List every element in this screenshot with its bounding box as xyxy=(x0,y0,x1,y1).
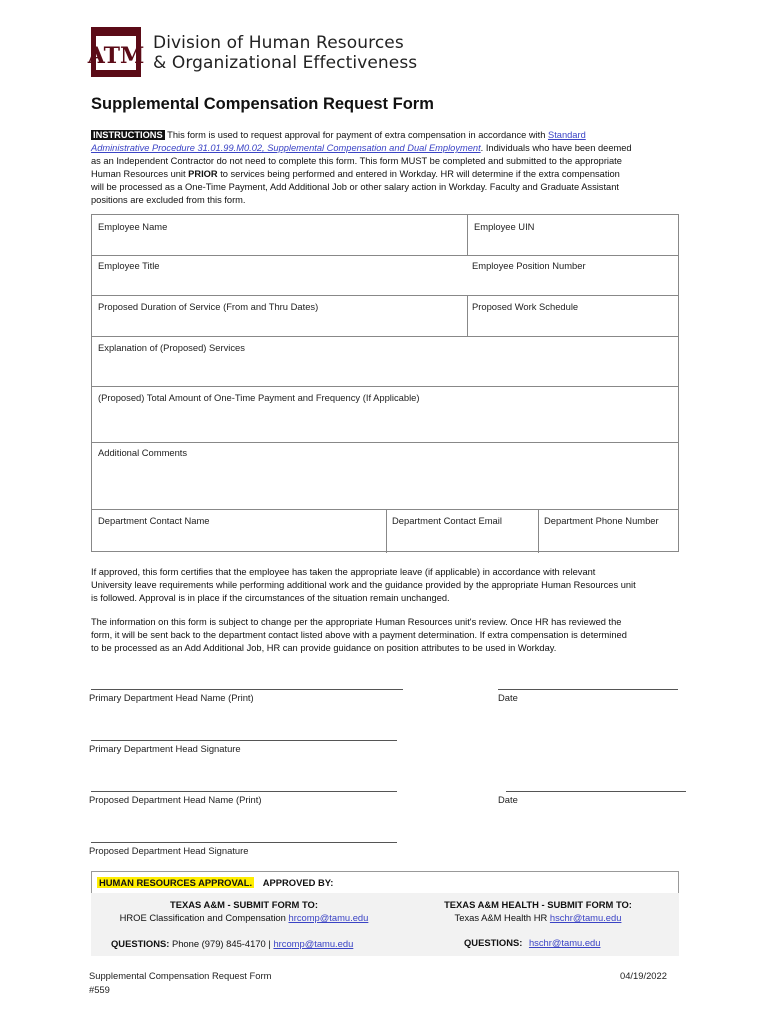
health-dept-name: Texas A&M Health HR xyxy=(454,912,548,923)
footer-form-name: Supplemental Compensation Request Form xyxy=(89,970,272,981)
total-amount-field[interactable]: (Proposed) Total Amount of One-Time Payment and Frequency (If Applicable) xyxy=(98,392,420,403)
hrcomp-questions-link[interactable]: hrcomp@tamu.edu xyxy=(273,938,354,949)
proposed-signature-label: Proposed Department Head Signature xyxy=(89,845,249,856)
primary-signature-line[interactable] xyxy=(91,740,397,741)
paragraph-line: is followed. Approval is in place if the circumstances of the situation remain unchanged. xyxy=(91,593,450,603)
proposed-name-line[interactable] xyxy=(91,791,397,792)
dept-contact-name-field[interactable]: Department Contact Name xyxy=(98,515,210,526)
tamu-submit-line xyxy=(91,912,397,923)
org-name-line-2: & Organizational Effectiveness xyxy=(153,53,418,73)
employee-uin-field[interactable]: Employee UIN xyxy=(474,221,535,232)
tamu-dept-name: HROE Classification and Compensation xyxy=(119,912,286,923)
logo-letters: ATM xyxy=(87,43,145,69)
date-label-1: Date xyxy=(498,692,518,703)
instructions-text: This form is used to request approval for payment of extra compensation in accordance with xyxy=(167,130,549,140)
hr-approval-highlight: HUMAN RESOURCES APPROVAL. xyxy=(99,877,253,888)
dept-contact-email-field[interactable]: Department Contact Email xyxy=(392,515,502,526)
paragraph-line: form, it will be sent back to the department contact listed above with a payment determination. If extra compensation is determined xyxy=(91,630,627,640)
primary-name-label: Primary Department Head Name (Print) xyxy=(89,692,254,703)
date-label-2: Date xyxy=(498,794,518,805)
footer-date: 04/19/2022 xyxy=(620,970,667,981)
questions-label: QUESTIONS: xyxy=(464,937,523,948)
employee-position-number-field[interactable]: Employee Position Number xyxy=(472,260,586,271)
paragraph-line: If approved, this form certifies that the employee has taken the appropriate leave (if applicable) in accordance with relevant xyxy=(91,567,596,577)
request-form-table xyxy=(91,214,679,552)
hrcomp-email-link[interactable]: hrcomp@tamu.edu xyxy=(288,912,369,923)
separator: | xyxy=(268,938,271,949)
explanation-field[interactable]: Explanation of (Proposed) Services xyxy=(98,342,245,353)
tamu-questions-line xyxy=(111,938,353,949)
tamu-phone: Phone (979) 845-4170 xyxy=(171,938,266,949)
proposed-duration-field[interactable]: Proposed Duration of Service (From and Thru Dates) xyxy=(98,301,319,312)
paragraph-line: University leave requirements while performing additional work and the guidance provided by the appropriate Human Resources unit xyxy=(91,580,636,590)
hr-approval-line xyxy=(97,877,333,888)
health-submit-line xyxy=(400,912,676,923)
additional-comments-field[interactable]: Additional Comments xyxy=(98,447,188,458)
paragraph-line: to be processed as an Add Additional Job, HR can provide guidance on position attributes to be used in Workday. xyxy=(91,643,557,653)
primary-signature-label: Primary Department Head Signature xyxy=(89,743,241,754)
questions-label: QUESTIONS: xyxy=(111,938,170,949)
certification-paragraph xyxy=(91,566,687,605)
instructions-text: Human Resources unit xyxy=(91,169,189,179)
instructions-tag: INSTRUCTIONS xyxy=(93,130,163,140)
approved-by-label: APPROVED BY: xyxy=(262,877,334,888)
instructions-text: to services being performed and entered in Workday. HR will determine if the extra compensation xyxy=(217,169,620,179)
proposed-signature-line[interactable] xyxy=(91,842,397,843)
standard-link[interactable]: Standard xyxy=(548,130,586,140)
dept-phone-field[interactable]: Department Phone Number xyxy=(544,515,659,526)
sap-link[interactable]: Administrative Procedure 31.01.99.M0.02, Supplemental Compensation and Dual Employment xyxy=(91,143,481,153)
form-title: Supplemental Compensation Request Form xyxy=(91,95,434,113)
instructions-text: . Individuals who have been deemed xyxy=(480,143,632,153)
hschr-questions-link[interactable]: hschr@tamu.edu xyxy=(528,937,601,948)
org-name-line-1: Division of Human Resources xyxy=(153,33,404,53)
primary-name-line[interactable] xyxy=(91,689,403,690)
date-line-1[interactable] xyxy=(498,689,678,690)
instructions-line: positions are excluded from this form. xyxy=(91,195,246,205)
date-line-2[interactable] xyxy=(506,791,686,792)
footer-form-number: #559 xyxy=(89,984,110,995)
hschr-email-link[interactable]: hschr@tamu.edu xyxy=(549,912,622,923)
proposed-name-label: Proposed Department Head Name (Print) xyxy=(89,794,262,805)
health-questions-line xyxy=(464,937,600,948)
proposed-schedule-field[interactable]: Proposed Work Schedule xyxy=(472,301,579,312)
instructions-line: will be processed as a One-Time Payment, Add Additional Job or other salary action in Workday. Faculty and Graduate Assistant xyxy=(91,182,619,192)
tamu-submit-heading: TEXAS A&M - SUBMIT FORM TO: xyxy=(170,899,318,910)
tamu-logo xyxy=(87,27,145,77)
paragraph-line: The information on this form is subject to change per the appropriate Human Resources unit's review. Once HR has reviewed the xyxy=(91,617,622,627)
prior-emphasis: PRIOR xyxy=(188,169,218,179)
review-paragraph xyxy=(91,616,687,655)
employee-title-field[interactable]: Employee Title xyxy=(98,260,160,271)
employee-name-field[interactable]: Employee Name xyxy=(98,221,168,232)
health-submit-heading: TEXAS A&M HEALTH - SUBMIT FORM TO: xyxy=(444,899,632,910)
instructions xyxy=(91,129,687,207)
instructions-line: as an Independent Contractor do not need to complete this form. This form MUST be completed and submitted to the appropriate xyxy=(91,156,622,166)
atm-logo-icon xyxy=(87,27,145,77)
